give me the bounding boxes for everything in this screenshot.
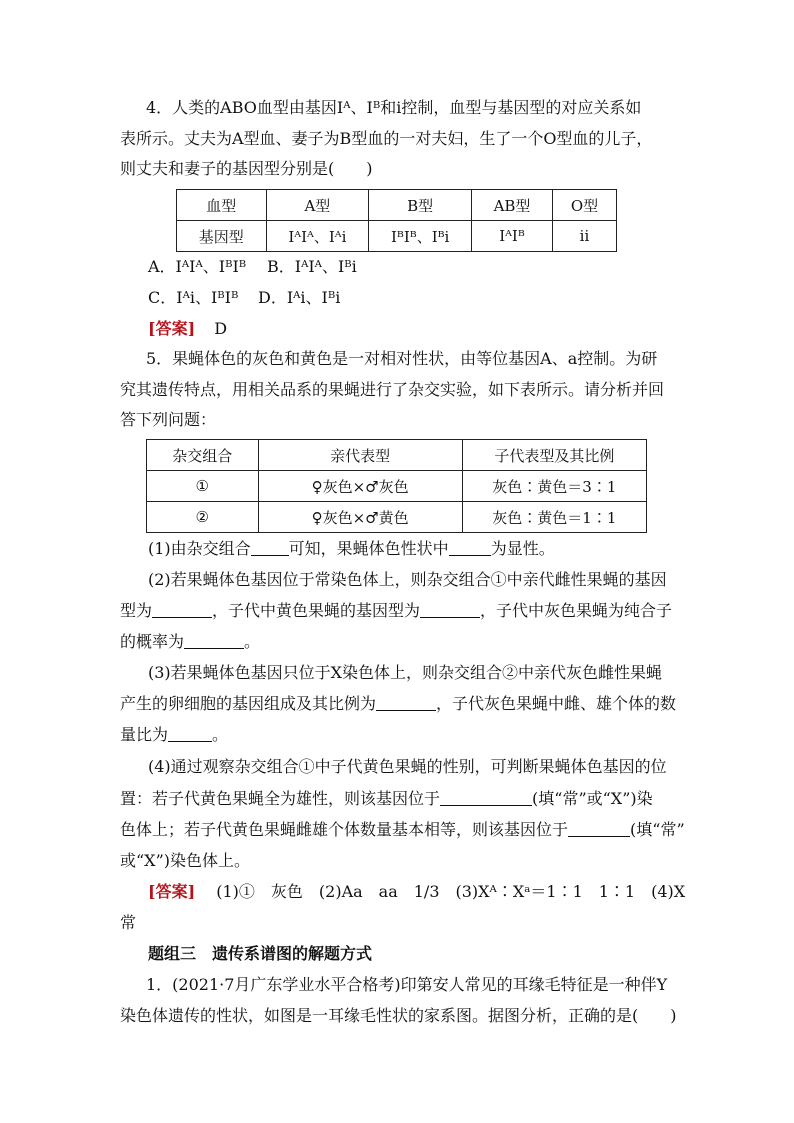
text: 。	[212, 725, 229, 744]
blank	[420, 601, 480, 618]
q5-sub-4-line-3	[120, 819, 685, 841]
answer-value: D	[214, 319, 228, 338]
answer-label: [答案]	[148, 882, 196, 901]
table-cell: ♀灰色×♂灰色	[258, 471, 462, 502]
table-row	[147, 471, 647, 502]
table-cell: IᴬIᴬ、Iᴬi	[266, 221, 369, 252]
q5-sub-3-line-1: (3)若果蝇体色基因只位于X染色体上，则杂交组合②中亲代灰色雌性果蝇	[148, 663, 663, 682]
q5-sub-1	[148, 538, 555, 560]
table-header-cell: 子代表型及其比例	[462, 440, 646, 471]
q1-stem-line-1: 1．(2021·7月广东学业水平合格考)印第安人常见的耳缘毛特征是一种伴Y	[146, 975, 668, 994]
text: 可知，果蝇体色性状中	[288, 539, 449, 558]
q4-option-b: B．IᴬIᴬ、Iᴮi	[267, 257, 357, 276]
table-cell: ♀灰色×♂黄色	[258, 502, 462, 533]
table-cell: ii	[552, 221, 616, 252]
table-cell: 灰色∶黄色＝3∶1	[462, 471, 646, 502]
text: ，子代灰色果蝇中雌、雄个体的数	[436, 694, 677, 713]
section-title: 题组三 遗传系谱图的解题方式	[148, 944, 373, 963]
q5-sub-4-line-1: (4)通过观察杂交组合①中子代黄色果蝇的性别，可判断果蝇体色基因的位	[148, 757, 667, 776]
table-cell: IᴬIᴮ	[472, 221, 553, 252]
q4-option-d: D．Iᴬi、Iᴮi	[258, 288, 341, 307]
q5-sub-2-line-3	[120, 631, 260, 653]
q4-stem-line-1: 4．人类的ABO血型由基因Iᴬ、Iᴮ和i控制，血型与基因型的对应关系如	[146, 98, 642, 117]
table-row	[177, 190, 617, 221]
answer-label: [答案]	[148, 319, 196, 338]
blank	[152, 601, 212, 618]
cross-table	[146, 439, 647, 533]
table-cell: ②	[147, 502, 259, 533]
blank	[184, 632, 244, 649]
q4-option-c: C．Iᴬi、IᴮIᴮ	[148, 288, 239, 307]
table-header-cell: 亲代表型	[258, 440, 462, 471]
text: 产生的卵细胞的基因组成及其比例为	[120, 694, 377, 713]
table-cell: IᴮIᴮ、Iᴮi	[369, 221, 472, 252]
text: 色体上；若子代黄色果蝇雌雄个体数量基本相等，则该基因位于	[120, 820, 569, 839]
blank	[440, 789, 532, 806]
table-cell: 灰色∶黄色＝1∶1	[462, 502, 646, 533]
table-row	[147, 440, 647, 471]
table-cell: AB型	[472, 190, 553, 221]
text: 。	[244, 632, 261, 651]
text: 的概率为	[120, 632, 185, 651]
q1-stem-line-2: 染色体遗传的性状，如图是一耳缘毛性状的家系图。据图分析，正确的是( )	[120, 1006, 677, 1025]
table-cell: B型	[369, 190, 472, 221]
blank	[568, 820, 630, 837]
q5-answer-line-1	[148, 881, 685, 903]
text: 型为	[120, 601, 153, 620]
text: ，子代中灰色果蝇为纯合子	[480, 601, 673, 620]
text: (填“常”	[630, 820, 685, 839]
blank	[449, 539, 491, 556]
q5-sub-2-line-1: (2)若果蝇体色基因位于常染色体上，则杂交组合①中亲代雌性果蝇的基因	[148, 570, 667, 589]
blank	[168, 725, 212, 742]
blood-type-table	[176, 189, 617, 252]
answer-value: (1)① 灰色 (2)Aa aa 1/3 (3)Xᴬ∶Xᵃ＝1∶1 1∶1 (4)X	[216, 882, 686, 901]
table-header-cell: 杂交组合	[147, 440, 259, 471]
q5-sub-4-line-2	[120, 788, 653, 810]
table-cell: 基因型	[177, 221, 267, 252]
q4-option-a: A．IᴬIᴬ、IᴮIᴮ	[148, 257, 247, 276]
text: (填“常”或“X”)染	[532, 789, 653, 808]
text: ，子代中黄色果蝇的基因型为	[212, 601, 421, 620]
q4-stem-line-3: 则丈夫和妻子的基因型分别是( )	[120, 159, 373, 178]
table-row	[177, 221, 617, 252]
table-cell: ①	[147, 471, 259, 502]
table-cell: A型	[266, 190, 369, 221]
table-row	[147, 502, 647, 533]
q5-stem-line-3: 答下列问题：	[120, 410, 217, 429]
q5-sub-3-line-2	[120, 693, 676, 715]
table-cell: 血型	[177, 190, 267, 221]
blank	[251, 539, 289, 556]
q5-answer-line-2: 常	[120, 913, 137, 932]
text: 为显性。	[490, 539, 555, 558]
table-cell: O型	[552, 190, 616, 221]
q5-sub-4-line-4: 或“X”)染色体上。	[120, 851, 250, 870]
q5-stem-line-2: 究其遗传特点，用相关品系的果蝇进行了杂交实验，如下表所示。请分析并回	[120, 380, 665, 399]
text: 量比为	[120, 725, 169, 744]
q4-answer	[148, 318, 227, 340]
q5-sub-2-line-2	[120, 600, 672, 622]
text: 置：若子代黄色果蝇全为雄性，则该基因位于	[120, 789, 441, 808]
q5-stem-line-1: 5．果蝇体色的灰色和黄色是一对相对性状，由等位基因A、a控制。为研	[146, 349, 658, 368]
blank	[376, 694, 436, 711]
text: (1)由杂交组合	[148, 539, 251, 558]
q4-stem-line-2: 表所示。丈夫为A型血、妻子为B型血的一对夫妇，生了一个O型血的儿子，	[120, 129, 653, 148]
q5-sub-3-line-3	[120, 724, 228, 746]
